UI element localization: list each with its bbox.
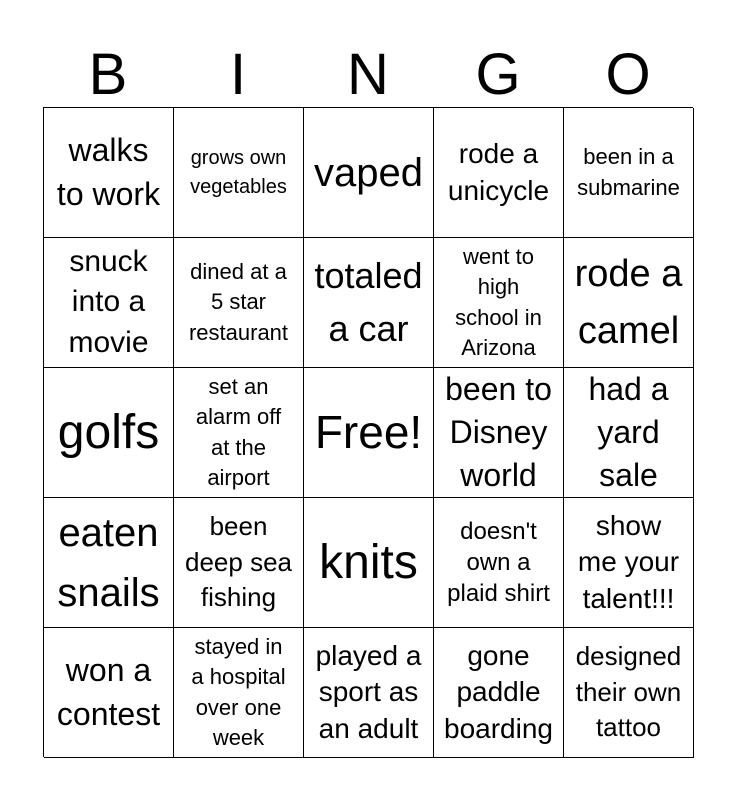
bingo-cell[interactable] [564,628,694,758]
bingo-cell[interactable] [44,498,174,628]
cell-text: show me your talent!!! [577,509,680,614]
bingo-cell[interactable] [174,498,304,628]
cell-text: played a sport as an adult [315,639,422,744]
cell-text: eaten snails [57,510,160,615]
bingo-cell[interactable] [44,108,174,238]
header-letter-b: B [88,42,128,107]
cell-text: set an alarm off at the airport [195,373,282,490]
bingo-cell[interactable] [434,238,564,368]
cell-text: vaped [314,150,423,195]
header-letter-g: G [475,42,521,107]
cell-text: totaled a car [314,255,423,349]
cell-text: gone paddle boarding [444,639,553,744]
bingo-cell[interactable] [174,628,304,758]
cell-text: knits [319,535,418,589]
cell-text: Free! [314,406,423,459]
cell-text: snuck into a movie [68,244,149,359]
bingo-cell[interactable] [174,238,304,368]
bingo-cell[interactable] [304,108,434,238]
bingo-cell[interactable] [564,368,694,498]
cell-text: stayed in a hospital over one week [191,633,286,750]
cell-text: been in a submarine [577,144,680,200]
bingo-cell[interactable] [304,498,434,628]
bingo-cell[interactable] [434,628,564,758]
free-space[interactable] [304,368,434,498]
cell-text: designed their own tattoo [575,640,682,743]
bingo-cell[interactable] [44,628,174,758]
bingo-cell[interactable] [564,238,694,368]
bingo-cell[interactable] [304,238,434,368]
header-letter-n: N [347,42,389,107]
cell-text: been to Disney world [445,370,552,494]
header-letter-i: I [229,42,247,107]
cell-text: rode a camel [574,252,683,352]
bingo-cell[interactable] [174,108,304,238]
cell-text: golfs [57,405,160,459]
bingo-cell[interactable] [564,108,694,238]
bingo-cell[interactable] [564,498,694,628]
bingo-cell[interactable] [434,108,564,238]
cell-text: been deep sea fishing [185,510,292,613]
cell-text: grows own vegetables [190,147,287,198]
bingo-cell[interactable] [304,628,434,758]
bingo-cell[interactable] [44,238,174,368]
cell-text: won a contest [56,652,161,732]
bingo-cell[interactable] [434,368,564,498]
cell-text: rode a unicycle [447,138,550,206]
cell-text: doesn't own a plaid shirt [447,517,550,608]
bingo-cell[interactable] [174,368,304,498]
cell-text: walks to work [56,132,161,212]
cell-text: went to high school in Arizona [455,243,542,360]
bingo-cell[interactable] [434,498,564,628]
bingo-board [43,107,693,757]
bingo-cell[interactable] [44,368,174,498]
header-letter-o: O [605,42,651,107]
cell-text: had a yard sale [588,370,669,494]
bingo-header [43,42,693,108]
cell-text: dined at a 5 star restaurant [188,258,289,345]
